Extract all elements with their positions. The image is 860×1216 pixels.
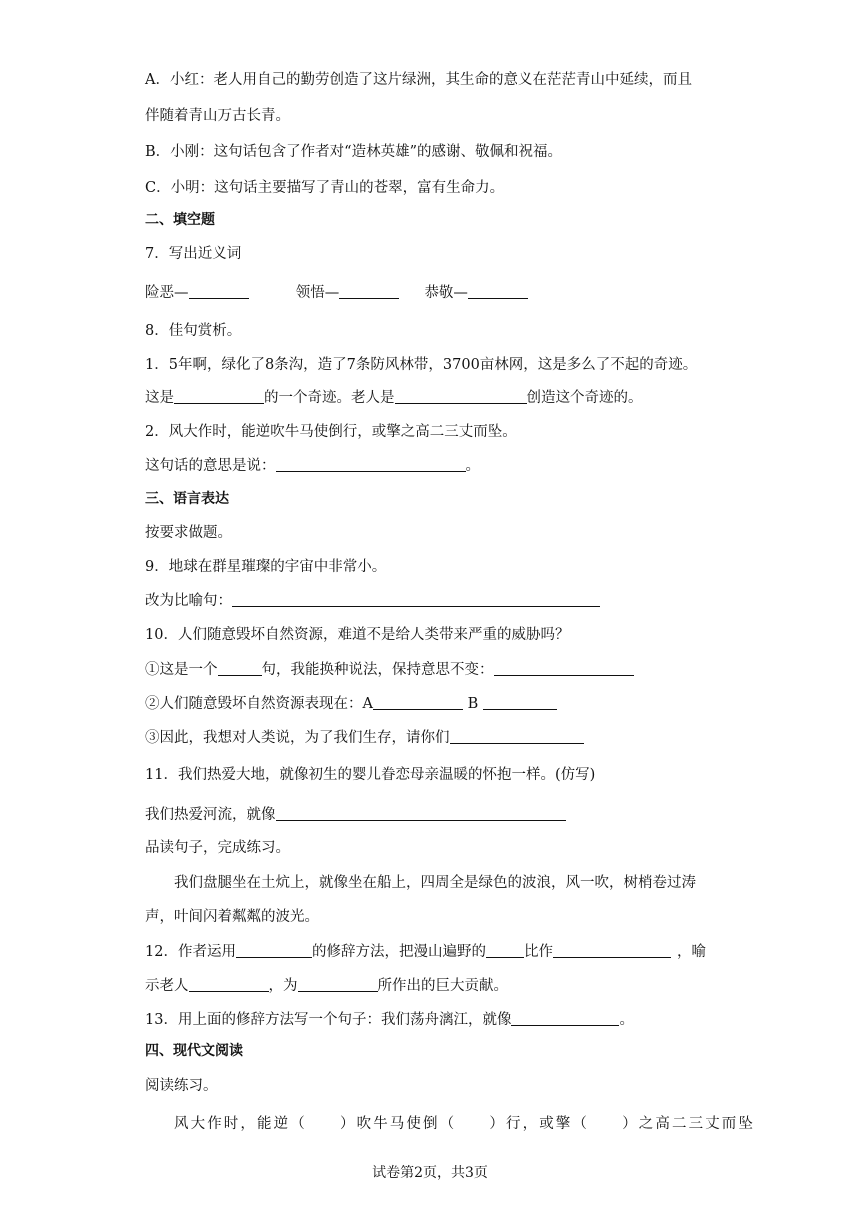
question-9-answer xyxy=(145,591,600,611)
text-segment: 。 xyxy=(619,1012,634,1028)
answer-blank[interactable] xyxy=(218,660,262,676)
text-segment: 的修辞方法，把漫山遍野的 xyxy=(311,944,486,960)
text-segment: 13．用上面的修辞方法写一个句子：我们荡舟漓江，就像 xyxy=(145,1012,512,1028)
answer-blank[interactable] xyxy=(174,388,264,404)
answer-blank[interactable] xyxy=(486,942,524,958)
question-8-2: 2．风大作时，能逆吹牛马使倒行，或擎之高二三丈而坠。 xyxy=(145,424,517,440)
reading-practice-instruction: 阅读练习。 xyxy=(145,1078,218,1094)
text-segment: 我们热爱河流，就像 xyxy=(145,807,276,823)
option-c: C．小明：这句话主要描写了青山的苍翠，富有生命力。 xyxy=(145,180,505,196)
section-instruction: 按要求做题。 xyxy=(145,525,232,541)
text-segment: 比作 xyxy=(523,944,553,960)
text-segment: ③因此，我想对人类说，为了我们生存，请你们 xyxy=(145,730,450,746)
text-segment: 这是 xyxy=(145,390,174,406)
text-segment: 示老人 xyxy=(145,978,189,994)
question-11: 11．我们热爱大地，就像初生的婴儿眷恋母亲温暖的怀抱一样。(仿写) xyxy=(145,767,596,783)
question-12-line1 xyxy=(145,942,706,962)
page-footer: 试卷第2页，共3页 xyxy=(372,1165,488,1181)
passage-line-2: 声，叶间闪着粼粼的波光。 xyxy=(145,909,319,925)
option-a-line2: 伴随着青山万古长青。 xyxy=(145,108,290,124)
section-heading-fill-blank: 二、填空题 xyxy=(145,212,215,228)
section-heading-modern-reading: 四、现代文阅读 xyxy=(145,1043,243,1059)
text-segment: ，为 xyxy=(268,978,298,994)
answer-blank[interactable] xyxy=(511,1010,619,1026)
question-8-1-answer xyxy=(145,388,643,408)
question-13 xyxy=(145,1010,634,1030)
synonym-label-1: 险恶— xyxy=(145,285,189,301)
text-segment: 的一个奇迹。老人是 xyxy=(264,390,395,406)
synonym-label-2: 领悟— xyxy=(295,285,340,301)
text-segment: 12．作者运用 xyxy=(145,944,236,960)
question-8: 8．佳句赏析。 xyxy=(145,323,242,339)
text-segment: 。 xyxy=(465,458,480,474)
text-segment: 这句话的意思是说： xyxy=(145,458,276,474)
answer-blank[interactable] xyxy=(483,694,557,710)
answer-blank[interactable] xyxy=(236,942,312,958)
question-10-3 xyxy=(145,728,584,748)
synonym-label-3: 恭敬— xyxy=(424,285,468,301)
answer-blank[interactable] xyxy=(553,942,671,958)
text-segment: 改为比喻句： xyxy=(145,593,232,609)
answer-blank[interactable] xyxy=(189,976,269,992)
passage-line-1: 我们盘腿坐在土炕上，就像坐在船上，四周全是绿色的波浪，风一吹，树梢卷过涛 xyxy=(174,875,696,891)
answer-blank[interactable] xyxy=(395,388,527,404)
text-segment: ①这是一个 xyxy=(145,662,218,678)
section-heading-language-expression: 三、语言表达 xyxy=(145,491,229,507)
synonym-blank-1[interactable] xyxy=(189,283,249,299)
question-10: 10．人们随意毁坏自然资源，难道不是给人类带来严重的威胁吗？ xyxy=(145,627,570,643)
text-segment: ，喻 xyxy=(676,944,706,960)
text-segment: B xyxy=(462,696,483,712)
answer-blank[interactable] xyxy=(494,660,634,676)
question-11-answer xyxy=(145,805,566,825)
answer-blank[interactable] xyxy=(276,456,466,472)
question-12-line2 xyxy=(145,976,508,996)
question-8-1: 1．5年啊，绿化了8条沟，造了7条防风林带，3700亩林网，这是多么了不起的奇迹。 xyxy=(145,357,698,373)
question-7: 7．写出近义词 xyxy=(145,246,242,262)
text-segment: 所作出的巨大贡献。 xyxy=(377,978,508,994)
question-8-2-answer xyxy=(145,456,480,476)
option-b: B．小刚：这句话包含了作者对“造林英雄”的感谢、敬佩和祝福。 xyxy=(145,144,562,160)
synonym-blank-2[interactable] xyxy=(339,283,399,299)
answer-blank[interactable] xyxy=(450,728,584,744)
answer-blank[interactable] xyxy=(373,694,463,710)
answer-blank[interactable] xyxy=(276,805,566,821)
reading-instruction: 品读句子，完成练习。 xyxy=(145,840,290,856)
question-9: 9．地球在群星璀璨的宇宙中非常小。 xyxy=(145,559,387,575)
text-segment: 创造这个奇迹的。 xyxy=(526,390,643,406)
classical-chinese-passage: 风大作时，能逆（ ）吹牛马使倒（ ）行，或擎（ ）之高二三丈而坠 xyxy=(174,1116,755,1132)
answer-blank[interactable] xyxy=(298,976,378,992)
text-segment: ②人们随意毁坏自然资源表现在：A xyxy=(145,696,373,712)
synonym-blank-3[interactable] xyxy=(468,283,528,299)
answer-blank[interactable] xyxy=(232,591,600,607)
question-10-2 xyxy=(145,694,557,714)
option-a-line1: A．小红：老人用自己的勤劳创造了这片绿洲，其生命的意义在茫茫青山中延续，而且 xyxy=(145,72,692,88)
question-7-blanks xyxy=(145,283,528,303)
text-segment: 句，我能换种说法，保持意思不变： xyxy=(261,662,494,678)
question-10-1 xyxy=(145,660,634,680)
